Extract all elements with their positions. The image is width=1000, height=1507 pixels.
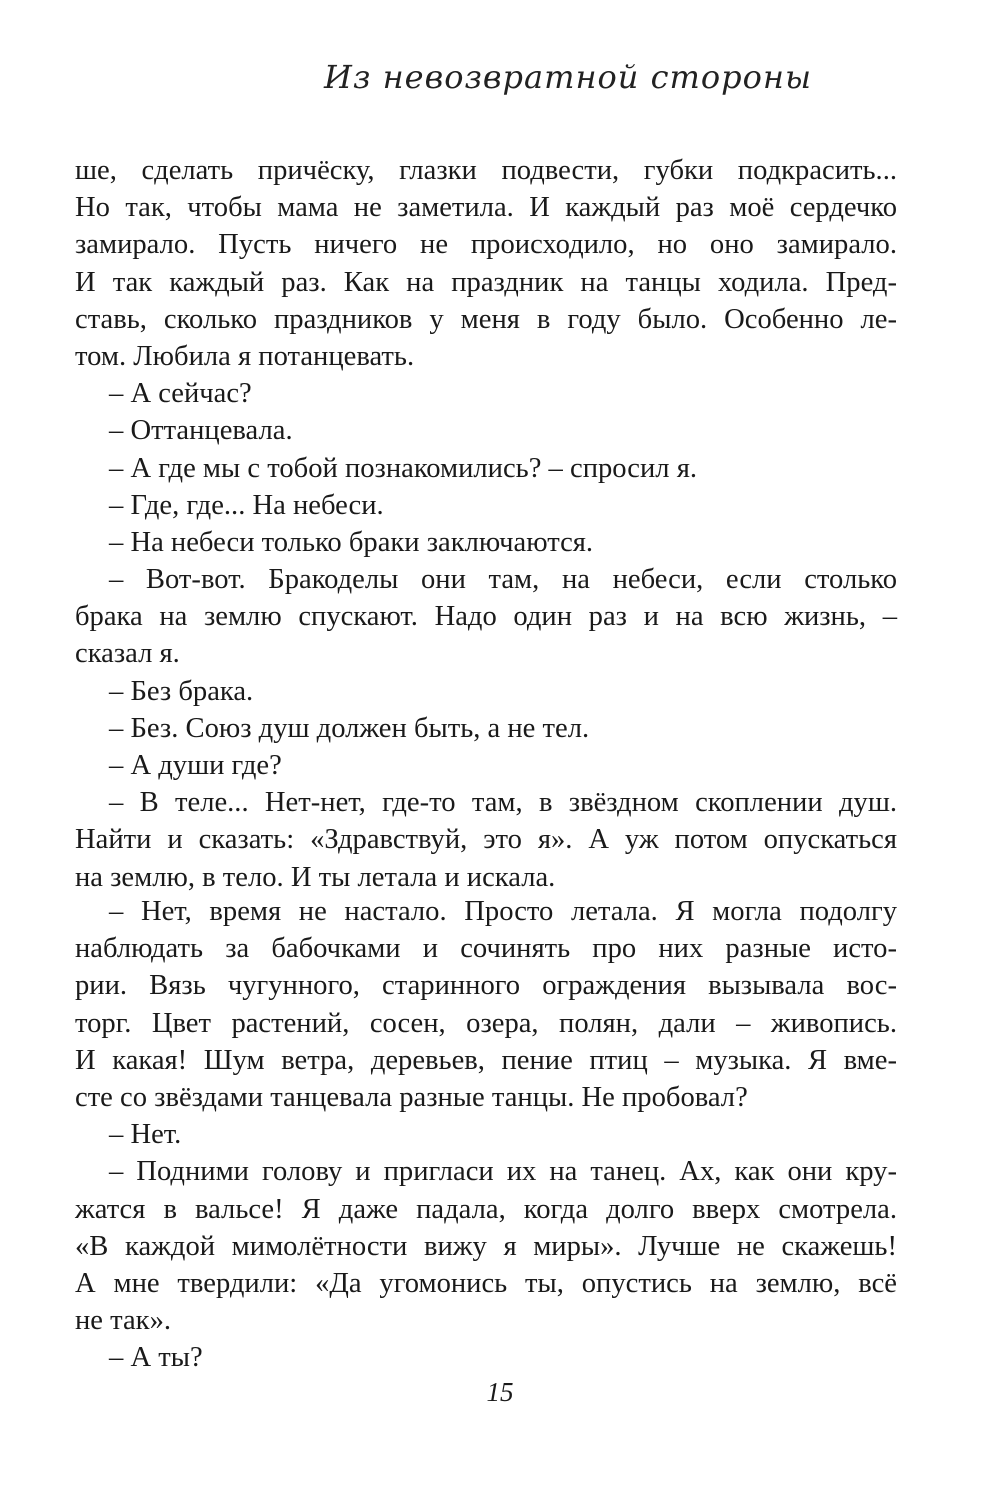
text-line: – Нет, время не настало. Просто летала. Я могла подолгу — [109, 896, 897, 927]
text-line: А мне твердили: «Да угомонись ты, опустись на землю, всё — [75, 1267, 897, 1299]
text-line: – Вот-вот. Бракоделы они там, на небеси, если столько — [109, 564, 897, 596]
text-line: том. Любила я потанцевать. — [75, 340, 415, 372]
text-line: И так каждый раз. Как на праздник на танцы ходила. Пред- — [75, 266, 897, 298]
text-line: рии. Вязь чугунного, старинного ограждения вызывала вос- — [75, 970, 897, 1002]
text-line: И какая! Шум ветра, деревьев, пение птиц – музыка. Я вме- — [75, 1044, 897, 1076]
text-block-1 — [75, 152, 897, 896]
text-line: замирало. Пусть ничего не происходило, но оно замирало. — [75, 229, 897, 261]
text-line: – Подними голову и пригласи их на танец. Ах, как они кру- — [109, 1156, 897, 1188]
text-line: – А души где? — [109, 750, 282, 781]
text-line: – А сейчас? — [109, 378, 252, 410]
text-line: «В каждой мимолётности вижу я миры». Лучше не скажешь! — [75, 1230, 897, 1262]
text-line: не так». — [75, 1305, 172, 1337]
text-line: сказал я. — [75, 638, 180, 670]
running-head: Из невозвратной стороны — [324, 58, 812, 96]
text-line: – Где, где... На небеси. — [109, 489, 384, 521]
text-line: ставь, сколько праздников у меня в году было. Особенно ле- — [75, 303, 897, 335]
text-line: – В теле... Нет-нет, где-то там, в звёздном скоплении душ. — [109, 787, 897, 819]
text-line: – Без. Союз душ должен быть, а не тел. — [109, 712, 590, 744]
text-line: Но так, чтобы мама не заметила. И каждый раз моё сердечко — [75, 192, 897, 224]
text-line: – Оттанцевала. — [109, 415, 293, 447]
text-line: – Без брака. — [109, 675, 254, 707]
text-line: – На небеси только браки заключаются. — [109, 526, 594, 558]
text-line: – Нет. — [109, 1119, 182, 1151]
page-number: 15 — [486, 1377, 514, 1407]
text-line: ше, сделать причёску, глазки подвести, губки подкрасить... — [75, 155, 897, 186]
text-line: торг. Цвет растений, сосен, озера, полян, дали – живопись. — [75, 1007, 897, 1039]
text-line: сте со звёздами танцевала разные танцы. Не пробовал? — [75, 1081, 748, 1113]
text-block-2 — [75, 893, 897, 1376]
text-line: Найти и сказать: «Здравствуй, это я». А уж потом опускаться — [75, 824, 897, 856]
text-line: – А ты? — [109, 1342, 203, 1374]
text-line: жатся в вальсе! Я даже падала, когда долго вверх смотрела. — [75, 1193, 897, 1225]
text-line: – А где мы с тобой познакомились? – спросил я. — [109, 452, 698, 484]
text-line: на землю, в тело. И ты летала и искала. — [75, 861, 556, 893]
text-line: брака на землю спускают. Надо один раз и на всю жизнь, – — [75, 601, 897, 633]
text-line: наблюдать за бабочками и сочинять про них разные исто- — [75, 933, 897, 965]
